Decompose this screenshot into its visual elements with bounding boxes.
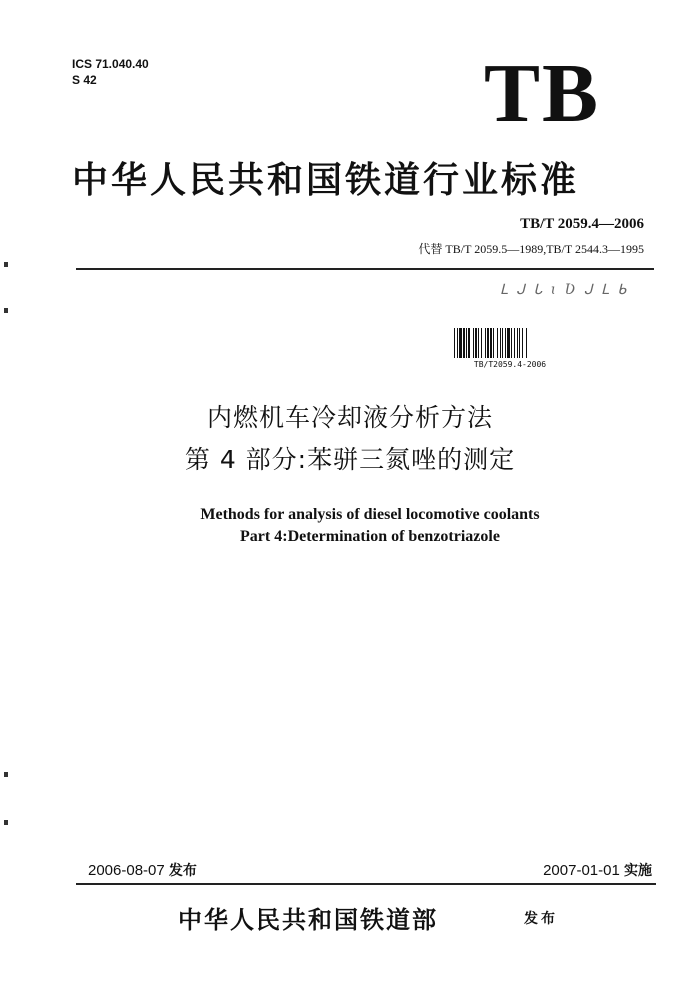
barcode-bar xyxy=(468,328,470,358)
barcode-bar xyxy=(522,328,523,358)
publish-date: 2006-08-07 xyxy=(88,862,165,879)
barcode-bar xyxy=(514,328,515,358)
barcode-bar xyxy=(487,328,489,358)
header-divider xyxy=(76,268,654,270)
barcode-bar xyxy=(505,328,506,358)
barcode-bar xyxy=(485,328,486,358)
effective-date: 2007-01-01 xyxy=(543,862,620,879)
barcode-bar xyxy=(454,328,455,358)
barcode xyxy=(454,328,566,358)
barcode-bar xyxy=(497,328,498,358)
barcode-bar xyxy=(502,328,503,358)
publish-date-block xyxy=(88,860,197,880)
handwritten-mark: ᒪ ᒍ ᒐ ɩ Ʋ ᒍ ᒪ ᑲ xyxy=(499,282,628,298)
replaces-note: 代替 TB/T 2059.5—1989,TB/T 2544.3—1995 xyxy=(418,242,644,256)
ics-code: ICS 71.040.40 xyxy=(72,57,149,71)
barcode-bar xyxy=(463,328,465,358)
scan-speck xyxy=(4,820,8,825)
effective-label: 实施 xyxy=(624,863,652,879)
classification-codes xyxy=(72,56,149,88)
effective-date-block xyxy=(543,860,652,880)
document-title-line1: 内燃机车冷却液分析方法 xyxy=(206,403,493,432)
footer-divider xyxy=(76,883,656,885)
publish-label: 发布 xyxy=(168,863,197,879)
barcode-bar xyxy=(519,328,520,358)
barcode-bar xyxy=(500,328,501,358)
barcode-bar xyxy=(475,328,477,358)
standard-family-title: 中华人民共和国铁道行业标准 xyxy=(72,159,580,201)
barcode-bar xyxy=(507,328,510,358)
barcode-bar xyxy=(466,328,467,358)
english-title-line2: Part 4:Determination of benzotriazole xyxy=(240,528,500,545)
issuer-label: 发布 xyxy=(524,911,558,927)
barcode-bar xyxy=(517,328,518,358)
barcode-bar xyxy=(473,328,474,358)
barcode-bar xyxy=(490,328,492,358)
scan-speck xyxy=(4,772,8,777)
barcode-bar xyxy=(478,328,479,358)
barcode-bar xyxy=(481,328,482,358)
barcode-bar xyxy=(459,328,462,358)
barcode-bar xyxy=(493,328,494,358)
tb-logo: TB xyxy=(483,47,600,140)
barcode-bar xyxy=(526,328,527,358)
barcode-bar xyxy=(511,328,512,358)
category-code: S 42 xyxy=(72,73,97,87)
barcode-caption: TB/T2059.4-2006 xyxy=(473,360,547,369)
document-title-line2: 第 4 部分:苯骈三氮唑的测定 xyxy=(184,445,516,474)
english-title-line1: Methods for analysis of diesel locomotive coolants xyxy=(200,506,540,523)
scan-speck xyxy=(4,308,8,313)
barcode-bar xyxy=(457,328,458,358)
issuing-authority: 中华人民共和国铁道部 xyxy=(178,905,438,934)
standard-number: TB/T 2059.4—2006 xyxy=(520,216,644,232)
scan-speck xyxy=(4,262,8,267)
